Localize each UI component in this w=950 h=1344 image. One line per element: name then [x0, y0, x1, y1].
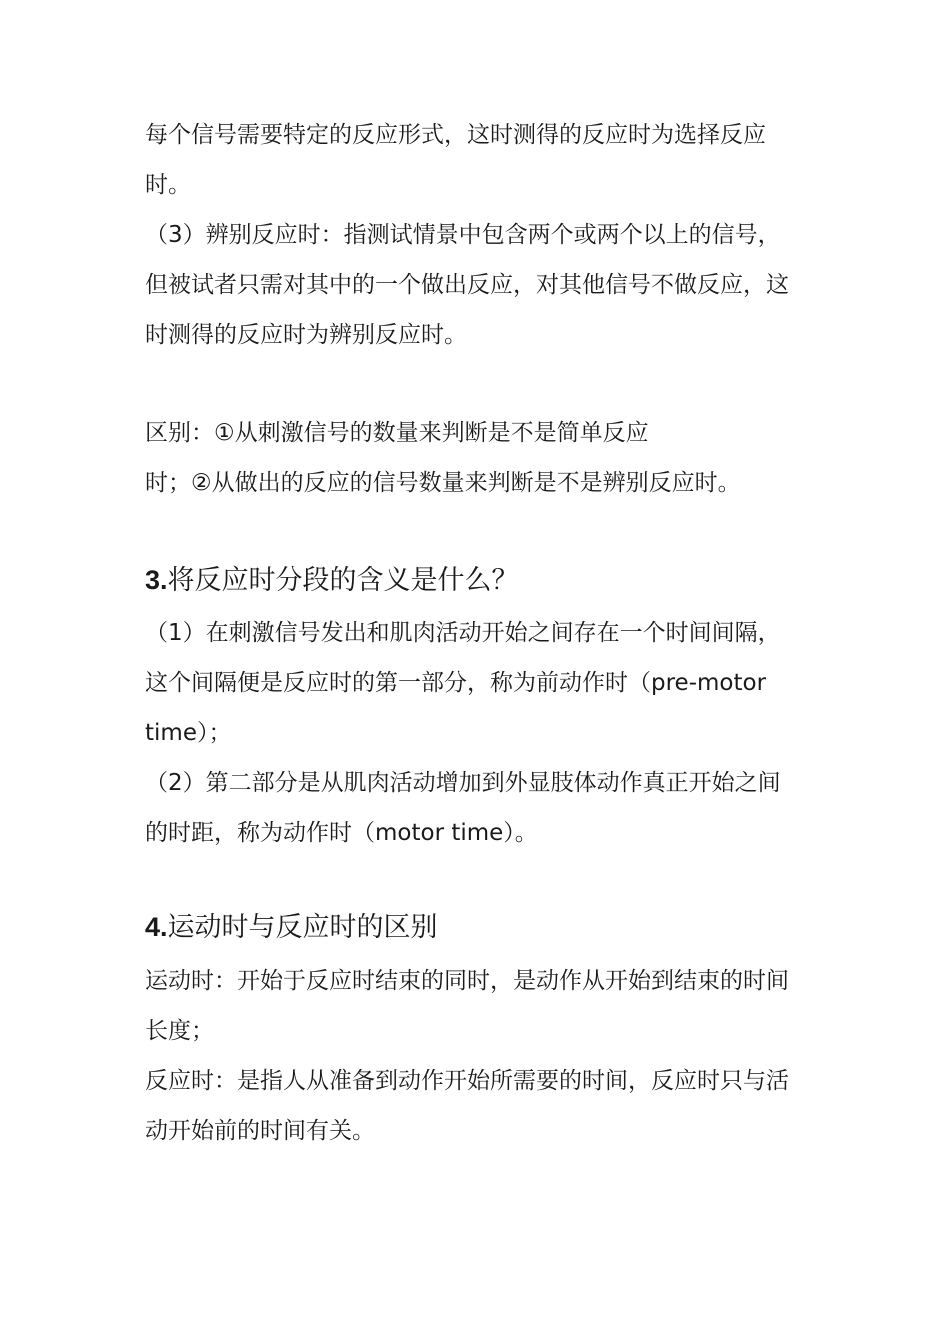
section-number: 3. — [145, 565, 168, 595]
section-title: 运动时与反应时的区别 — [167, 912, 438, 943]
section-number: 4. — [145, 912, 168, 942]
paragraph-line: 时；②从做出的反应的信号数量来判断是不是辨别反应时。 — [145, 470, 741, 496]
paragraph-line: 长度； — [145, 1018, 214, 1044]
paragraph-line: 但被试者只需对其中的一个做出反应，对其他信号不做反应，这 — [145, 272, 789, 298]
paragraph-line: 区别：①从刺激信号的数量来判断是不是简单反应 — [145, 420, 649, 446]
paragraph-line: （3）辨别反应时：指测试情景中包含两个或两个以上的信号， — [145, 222, 781, 248]
paragraph-line: 这个间隔便是反应时的第一部分，称为前动作时（pre-motor — [145, 670, 767, 696]
paragraph-line: time）； — [145, 720, 232, 746]
paragraph-line: 反应时：是指人从准备到动作开始所需要的时间，反应时只与活 — [145, 1068, 789, 1094]
paragraph-line: 每个信号需要特定的反应形式，这时测得的反应时为选择反应 — [145, 122, 766, 148]
paragraph-line: 时。 — [145, 172, 191, 198]
paragraph-line: 的时距，称为动作时（motor time）。 — [145, 820, 538, 846]
paragraph-line: （2）第二部分是从肌肉活动增加到外显肢体动作真正开始之间 — [145, 770, 781, 796]
paragraph-line: 动开始前的时间有关。 — [145, 1118, 375, 1144]
section-title: 将反应时分段的含义是什么？ — [167, 565, 519, 596]
section-heading-4 — [145, 910, 438, 945]
paragraph-line: 时测得的反应时为辨别反应时。 — [145, 322, 467, 348]
paragraph-line: （1）在刺激信号发出和肌肉活动开始之间存在一个时间间隔， — [145, 620, 781, 646]
paragraph-line: 运动时：开始于反应时结束的同时，是动作从开始到结束的时间 — [145, 968, 789, 994]
section-heading-3 — [145, 563, 519, 598]
